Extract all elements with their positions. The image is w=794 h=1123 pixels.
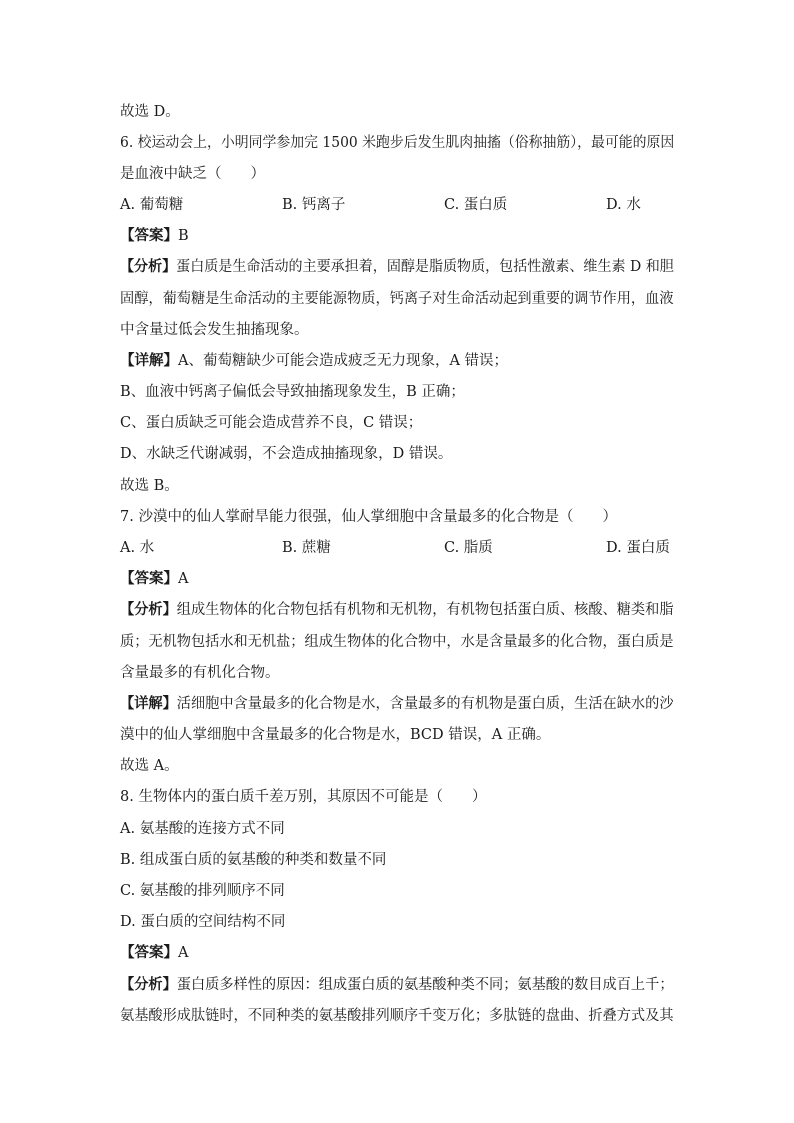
option-c: C. 氨基酸的排列顺序不同 [120, 883, 285, 899]
section-tag: 【分析】 [120, 976, 177, 993]
analysis-line: 中含量过低会发生抽搐现象。 [120, 322, 309, 338]
answer-line: 【答案】A [120, 944, 189, 961]
detail-line: C、蛋白质缺乏可能会造成营养不良，C 错误； [120, 415, 423, 431]
detail-line: 【详解】活细胞中含量最多的化合物是水，含量最多的有机物是蛋白质，生活在缺水的沙 [120, 695, 674, 712]
question-6-stem-cont: 是血液中缺乏（ ） [120, 166, 265, 182]
option-d: D. 蛋白质的空间结构不同 [120, 914, 286, 930]
question-6-stem: 6. 校运动会上，小明同学参加完 1500 米跑步后发生肌肉抽搐（俗称抽筋），最可能的原因 [120, 135, 675, 151]
section-tag: 【答案】 [120, 570, 178, 587]
detail-line: 【详解】A、葡萄糖缺少可能会造成疲乏无力现象，A 错误； [120, 352, 509, 369]
section-tag: 【分析】 [120, 258, 177, 275]
question-7-options [120, 538, 680, 558]
section-tag: 【答案】 [120, 227, 178, 244]
analysis-line: 【分析】组成生物体的化合物包括有机物和无机物，有机物包括蛋白质、核酸、糖类和脂 [120, 601, 674, 618]
analysis-line: 氨基酸形成肽链时，不同种类的氨基酸排列顺序千变万化；多肽链的盘曲、折叠方式及其 [120, 1008, 674, 1024]
option-a: A. 氨基酸的连接方式不同 [120, 821, 285, 837]
option-d: D. 水 [606, 197, 641, 213]
option-b: B. 蔗糖 [282, 540, 331, 556]
analysis-line: 【分析】蛋白质多样性的原因：组成蛋白质的氨基酸种类不同；氨基酸的数目成百上千； [120, 976, 674, 993]
section-tag: 【分析】 [120, 601, 177, 618]
analysis-line: 【分析】蛋白质是生命活动的主要承担着，固醇是脂质物质，包括性激素、维生素 D 和胆 [120, 258, 674, 275]
detail-line: B、血液中钙离子偏低会导致抽搐现象发生，B 正确； [120, 384, 465, 400]
detail-line: 漠中的仙人掌细胞中含量最多的化合物是水，BCD 错误，A 正确。 [120, 727, 551, 743]
question-7-stem: 7. 沙漠中的仙人掌耐旱能力很强，仙人掌细胞中含量最多的化合物是（ ） [120, 509, 617, 525]
option-c: C. 蛋白质 [444, 197, 508, 213]
question-8-stem: 8. 生物体内的蛋白质千差万别，其原因不可能是（ ） [120, 789, 487, 805]
answer-line: 【答案】A [120, 570, 189, 587]
analysis-line: 含量最多的有机化合物。 [120, 665, 280, 681]
section-tag: 【答案】 [120, 944, 178, 961]
analysis-line: 质；无机物包括水和无机盐；组成生物体的化合物中，水是含量最多的化合物，蛋白质是 [120, 634, 674, 650]
analysis-line: 固醇，葡萄糖是生命活动的主要能源物质，钙离子对生命活动起到重要的调节作用，血液 [120, 291, 674, 307]
answer-line: 【答案】B [120, 227, 189, 244]
text-line: 故选 A。 [120, 758, 179, 774]
option-a: A. 水 [120, 540, 155, 556]
question-6-options [120, 195, 680, 215]
section-tag: 【详解】 [120, 352, 178, 369]
text-line: 故选 D。 [120, 104, 180, 120]
option-a: A. 葡萄糖 [120, 197, 184, 213]
option-b: B. 钙离子 [282, 197, 346, 213]
option-d: D. 蛋白质 [606, 540, 670, 556]
option-c: C. 脂质 [444, 540, 493, 556]
detail-line: D、水缺乏代谢减弱，不会造成抽搐现象，D 错误。 [120, 446, 453, 462]
section-tag: 【详解】 [120, 695, 177, 712]
option-b: B. 组成蛋白质的氨基酸的种类和数量不同 [120, 852, 387, 868]
text-line: 故选 B。 [120, 478, 179, 494]
